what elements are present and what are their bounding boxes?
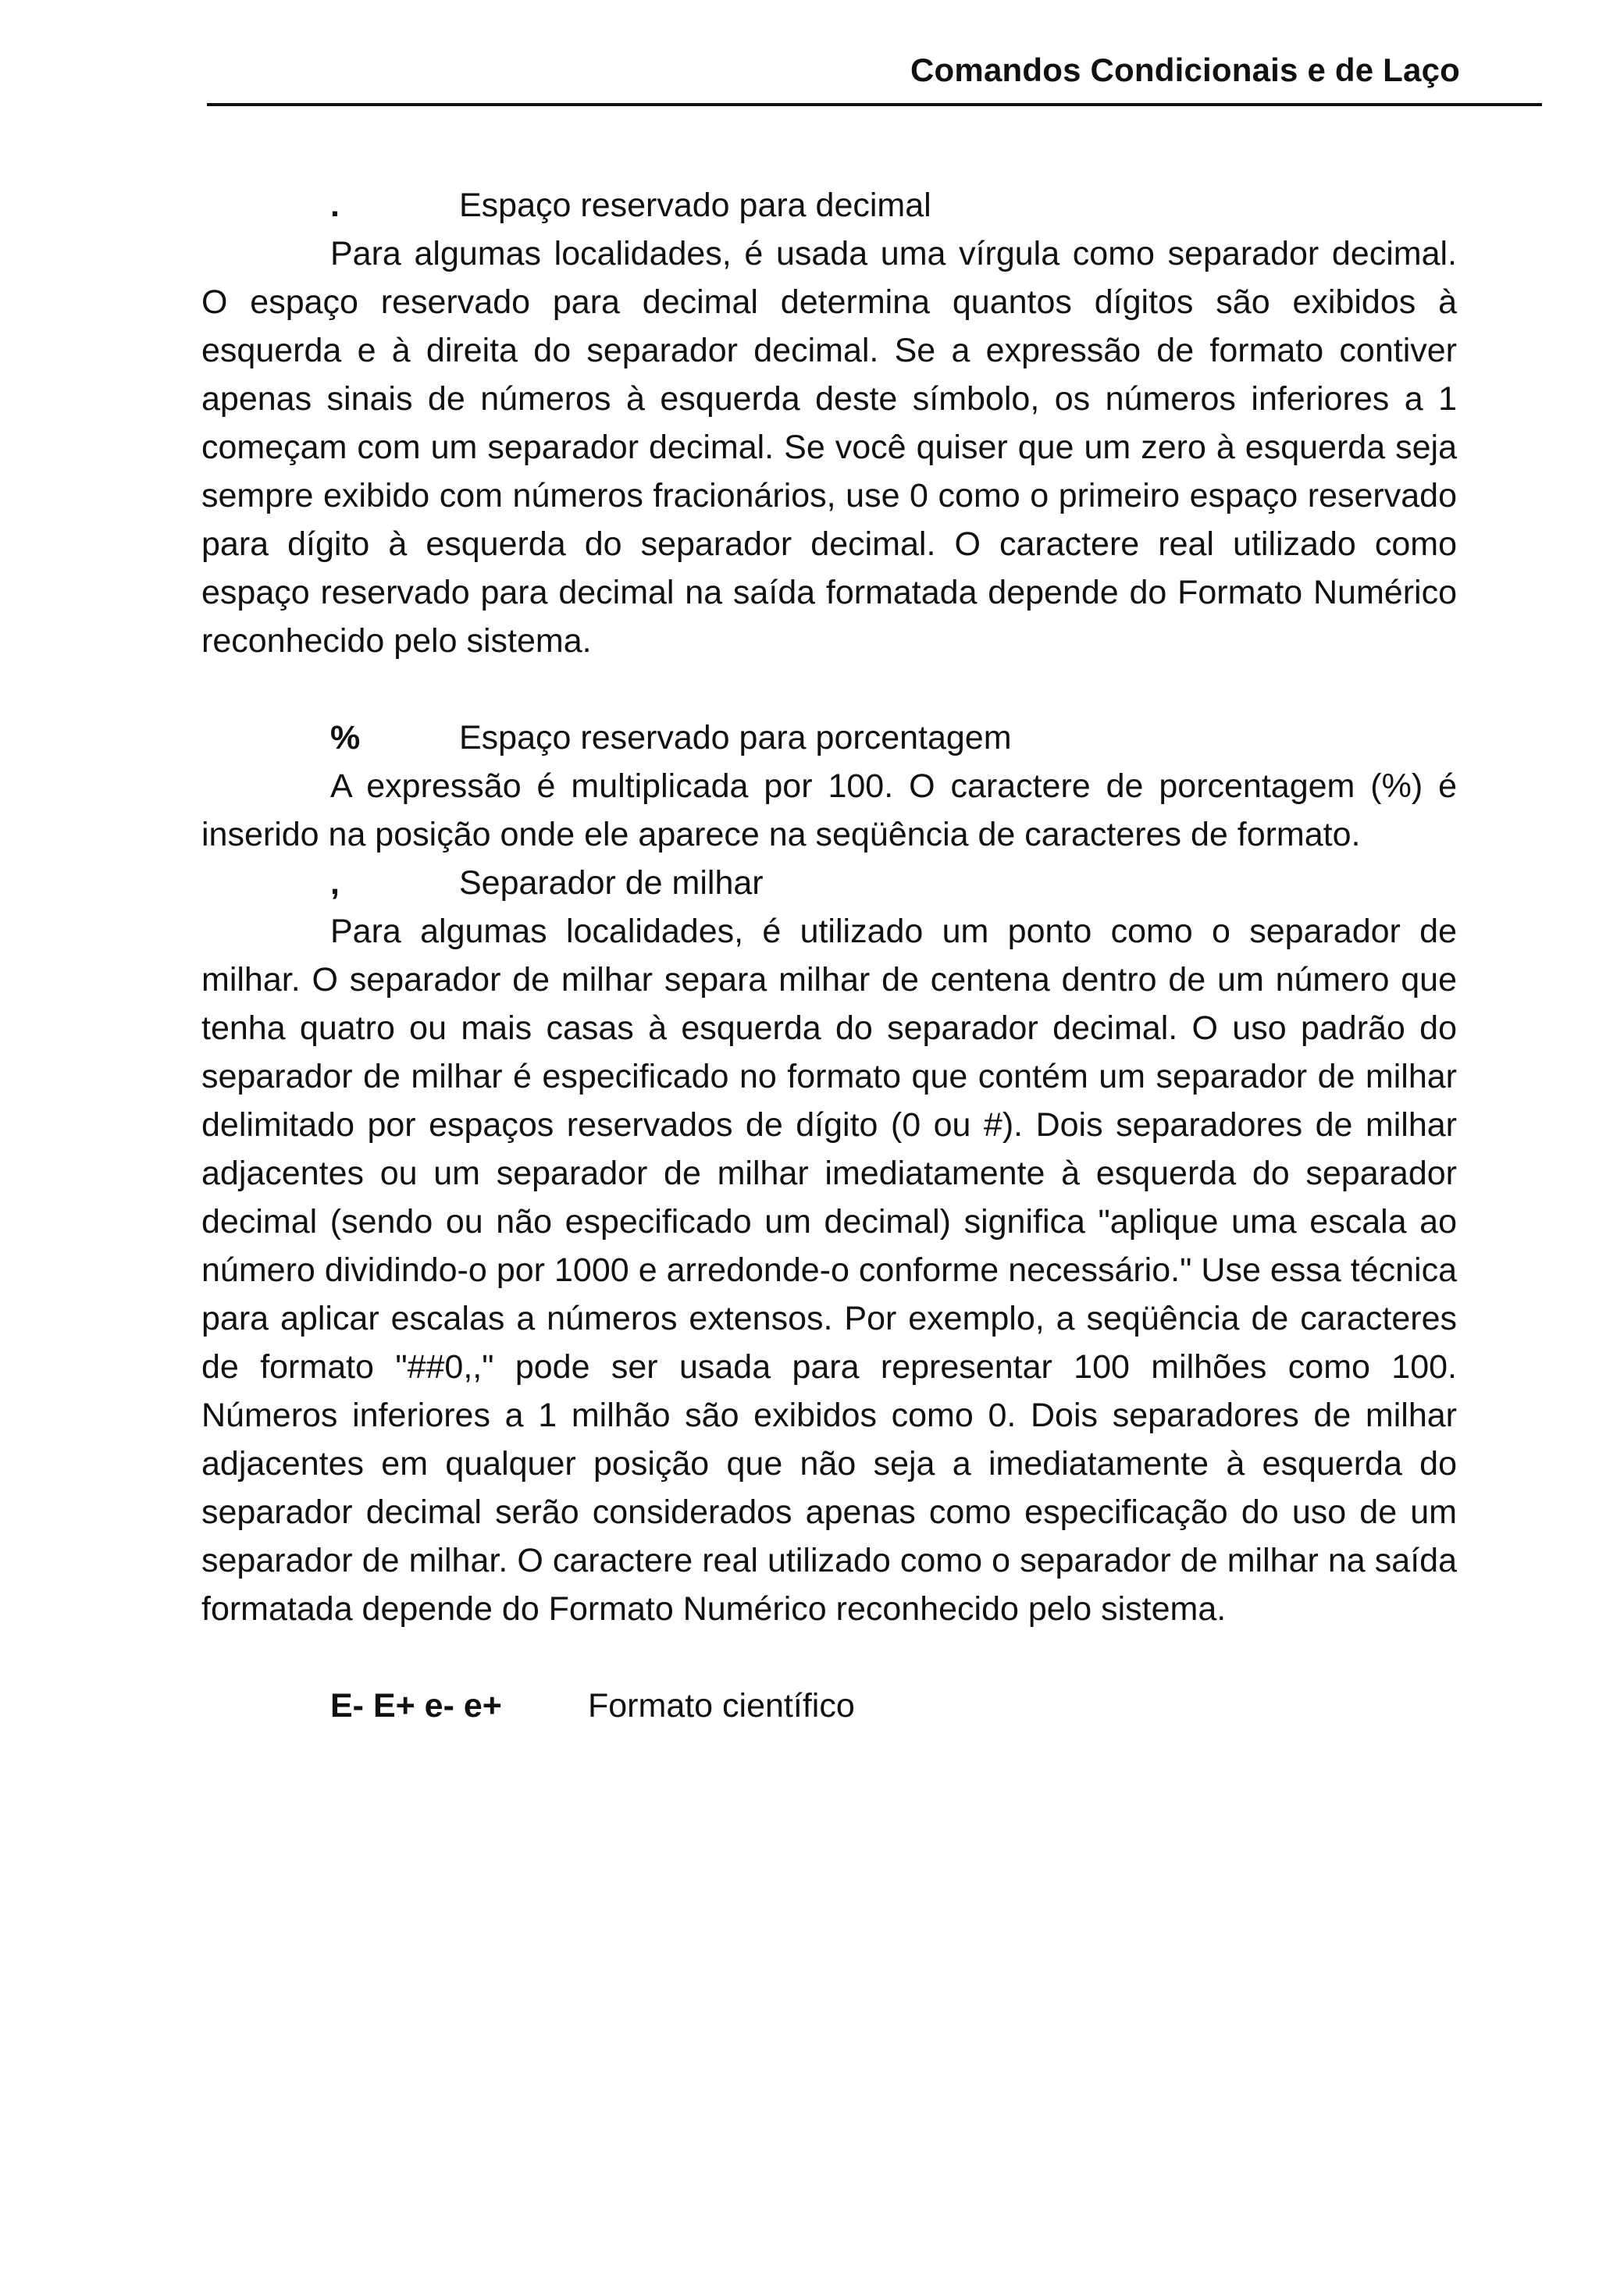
paragraph-gap: [201, 665, 1457, 714]
page-header: [207, 48, 1542, 106]
section-heading-thousands: [201, 859, 1457, 907]
section-heading-decimal: [201, 181, 1457, 230]
section-paragraph: A expressão é multiplicada por 100. O caractere de porcentagem (%) é inserido na posição onde ele aparece na seqüência de caracteres de formato.: [201, 767, 1457, 853]
section-heading-percent: [201, 714, 1457, 762]
section-paragraph: Para algumas localidades, é utilizado um ponto como o separador de milhar. O separador de milhar separa milhar de centena dentro de um número que tenha quatro ou mais casas à esquerda do separador decimal. O uso padrão do separador de milhar é especificado no formato que contém um separador de milhar delimitado por espaços reservados de dígito (0 ou #). Dois separadores de milhar adjacentes ou um separador de milhar imediatamente à esquerda do separador decimal (sendo ou não especificado um decimal) significa "aplique uma escala ao número dividindo-o por 1000 e arredonde-o conforme necessário." Use essa técnica para aplicar escalas a números extensos. Por exemplo, a seqüência de caracteres de formato "##0,," pode ser usada para representar 100 milhões como 100. Números inferiores a 1 milhão são exibidos como 0. Dois separadores de milhar adjacentes em qualquer posição que não seja a imediatamente à esquerda do separador decimal serão considerados apenas como especificação do uso de um separador de milhar. O caractere real utilizado como o separador de milhar na saída formatada depende do Formato Numérico reconhecido pelo sistema.: [201, 913, 1457, 1628]
format-symbol: %: [330, 719, 361, 756]
section-title: Formato científico: [588, 1687, 855, 1725]
section-paragraph: Para algumas localidades, é usada uma vírgula como separador decimal. O espaço reservado para decimal determina quantos dígitos são exibidos à esquerda e à direita do separador decimal. Se a expressão de formato contiver apenas sinais de números à esquerda deste símbolo, os números inferiores a 1 começam com um separador decimal. Se você quiser que um zero à esquerda seja sempre exibido com números fracionários, use 0 como o primeiro espaço reservado para dígito à esquerda do separador decimal. O caractere real utilizado como espaço reservado para decimal na saída formatada depende do Formato Numérico reconhecido pelo sistema.: [201, 235, 1457, 660]
section-title: Separador de milhar: [459, 864, 764, 902]
format-symbol: ,: [330, 864, 340, 902]
header-title: Comandos Condicionais e de Laço: [910, 52, 1460, 88]
document-body: [201, 181, 1457, 1730]
section-heading-scientific: [201, 1682, 1457, 1730]
format-symbol: E- E+ e- e+: [330, 1687, 502, 1725]
section-title: Espaço reservado para porcentagem: [459, 719, 1012, 756]
format-symbol: .: [330, 187, 340, 224]
paragraph-gap: [201, 1633, 1457, 1682]
section-title: Espaço reservado para decimal: [459, 187, 931, 224]
